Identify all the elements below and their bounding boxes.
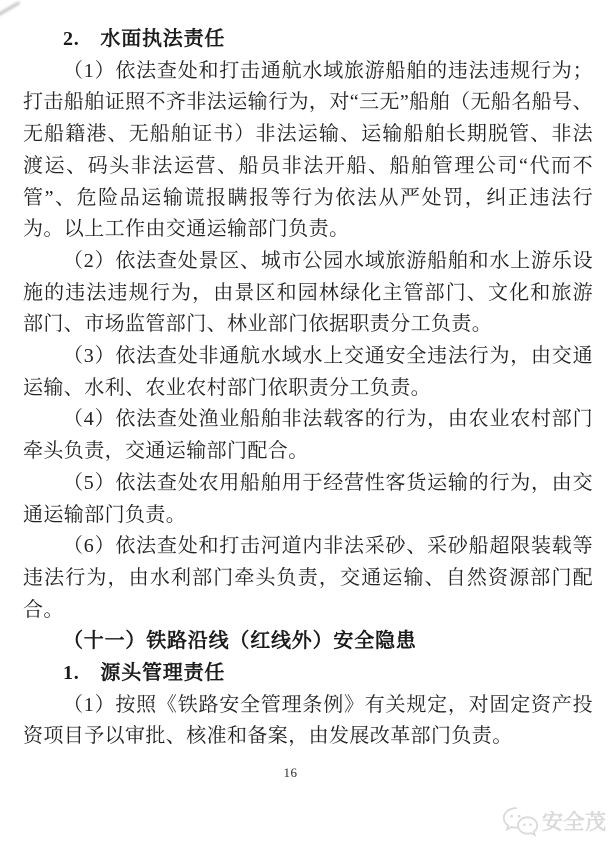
paragraph-water-1: （1）依法查处和打击通航水域旅游船舶的违法违规行为；打击船舶证照不齐非法运输行为，对“三无”船舶（无船名船号、无船籍港、无船舶证书）非法运输、运输船舶长期脱管、非法渡运、码头非法运营、船员非法开船、船舶管理公司“代而不管”、危险品运输谎报瞒报等行为依法从严处罚，纠正违法行为。以上工作由交通运输部门负责。 (23, 59, 593, 241)
paragraph-water-5: （5）依法查处农用船舶用于经营性客货运输的行为，由交通运输部门负责。 (23, 471, 593, 526)
heading-railway-redline: （十一）铁路沿线（红线外）安全隐患 (63, 630, 417, 653)
paragraph-water-2: （2）依法查处景区、城市公园水域旅游船舶和水上游乐设施的违法违规行为，由景区和园林绿化主管部门、文化和旅游部门、市场监管部门、林业部门依据职责分工负责。 (23, 249, 593, 336)
paragraph-railway-1: （1）按照《铁路安全管理条例》有关规定，对固定资产投资项目予以审批、核准和备案，由发展改革部门负责。 (23, 693, 593, 748)
watermark-text: 安全茂 (542, 810, 607, 834)
paragraph-water-6: （6）依法查处和打击河道内非法采砂、采砂船超限装载等违法行为，由水利部门牵头负责，交通运输、自然资源部门配合。 (23, 535, 593, 621)
paragraph-water-3: （3）依法查处非通航水域水上交通安全违法行为，由交通运输、水利、农业农村部门依职责分工负责。 (23, 345, 593, 399)
wechat-icon (502, 806, 539, 838)
document-body (23, 24, 593, 753)
watermark (502, 806, 607, 838)
heading-source-management: 1. 源头管理责任 (63, 662, 226, 685)
scan-artifact (0, 1, 20, 17)
heading-water-enforcement: 2. 水面执法责任 (63, 28, 226, 50)
paragraph-water-4: （4）依法查处渔业船舶非法载客的行为，由农业农村部门牵头负责，交通运输部门配合。 (23, 408, 593, 463)
page-number: 16 (283, 765, 298, 780)
